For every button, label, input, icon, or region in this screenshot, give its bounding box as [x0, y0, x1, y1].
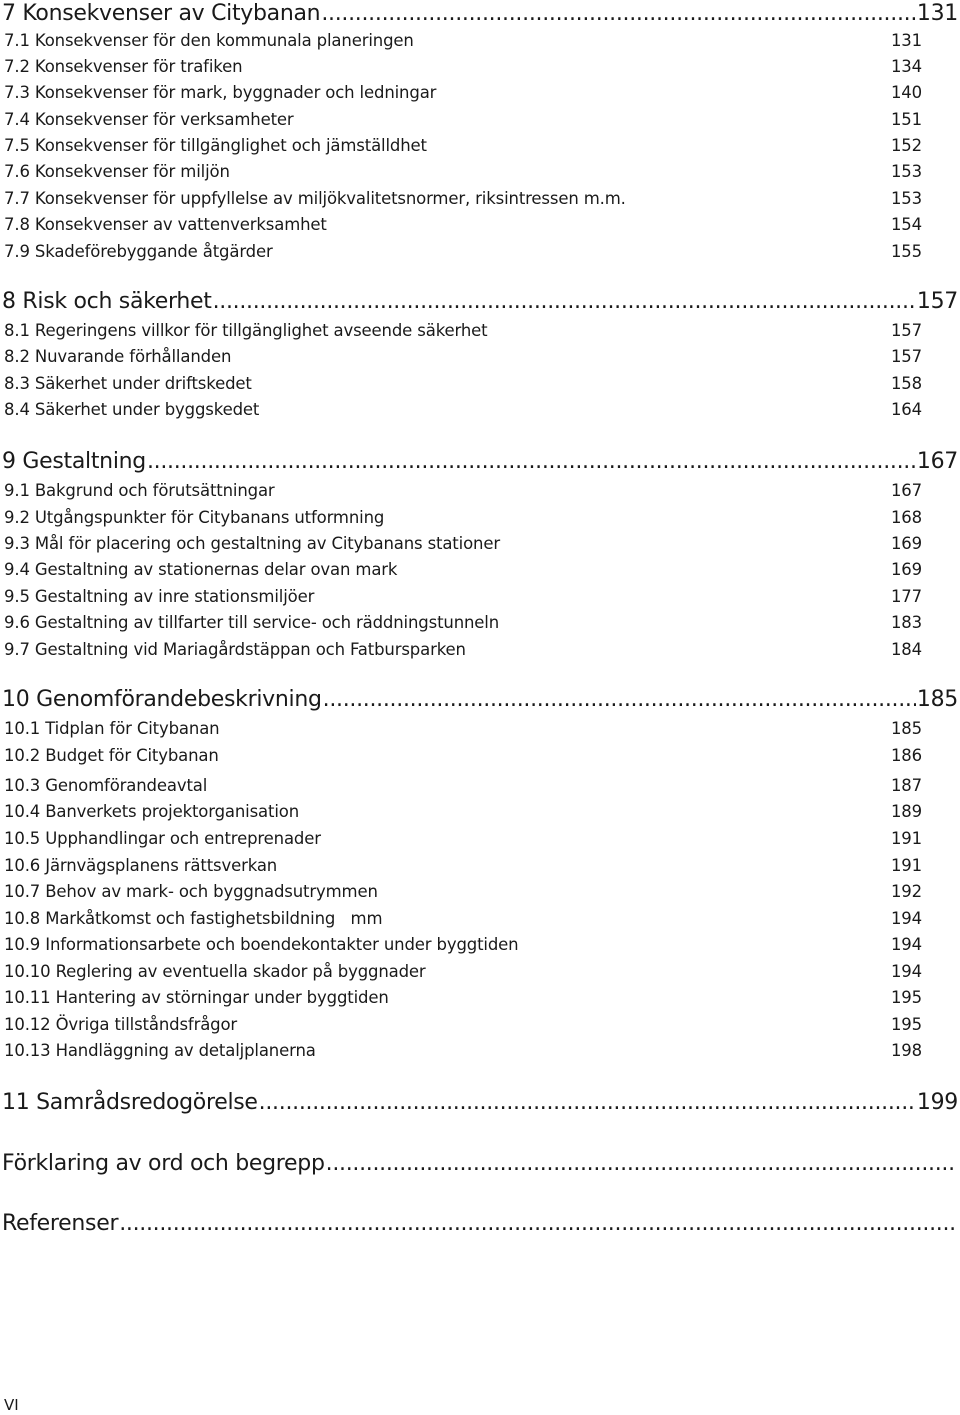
toc-item-page: 185: [890, 719, 922, 738]
toc-item-label: 10.4 Banverkets projektorganisation: [4, 802, 300, 821]
toc-item-page: 194: [890, 909, 922, 928]
toc-item-7-2[interactable]: [4, 56, 922, 78]
toc-item-page: 198: [890, 1041, 922, 1060]
toc-item-page: 131: [890, 31, 922, 50]
toc-item-label: 9.3 Mål för placering och gestaltning av Citybanans stationer: [4, 534, 500, 553]
toc-item-10-9[interactable]: [4, 934, 922, 956]
toc-item-page: 184: [890, 640, 922, 659]
toc-item-page: 169: [890, 534, 922, 553]
toc-item-label: 10.8 Markåtkomst och fastighetsbildning mm: [4, 909, 383, 928]
toc-item-page: 194: [890, 962, 922, 981]
toc-item-9-6[interactable]: [4, 612, 922, 634]
toc-item-10-1[interactable]: [4, 718, 922, 740]
toc-item-label: 10.5 Upphandlingar och entreprenader: [4, 829, 321, 848]
toc-item-page: 154: [890, 215, 922, 234]
toc-item-9-3[interactable]: [4, 533, 922, 555]
toc-item-7-9[interactable]: [4, 241, 922, 263]
toc-item-page: 152: [890, 136, 922, 155]
toc-item-page: 140: [890, 83, 922, 102]
toc-section-title: Referenser: [2, 1211, 119, 1236]
toc-item-label: 10.10 Reglering av eventuella skador på byggnader: [4, 962, 426, 981]
toc-item-10-8[interactable]: [4, 908, 922, 930]
toc-leader-dots: [259, 1088, 916, 1118]
toc-item-7-8[interactable]: [4, 214, 922, 236]
toc-item-8-1[interactable]: [4, 320, 922, 342]
toc-item-page: 134: [890, 57, 922, 76]
toc-leader-dots: [326, 1149, 957, 1179]
toc-item-label: 10.2 Budget för Citybanan: [4, 746, 219, 765]
toc-item-label: 9.1 Bakgrund och förutsättningar: [4, 481, 275, 500]
toc-item-9-1[interactable]: [4, 480, 922, 502]
toc-page-number: 167: [916, 449, 958, 474]
toc-item-label: 8.4 Säkerhet under byggskedet: [4, 400, 260, 419]
toc-item-8-2[interactable]: [4, 346, 922, 368]
toc-item-7-7[interactable]: [4, 188, 922, 210]
toc-item-page: 195: [890, 988, 922, 1007]
toc-item-9-5[interactable]: [4, 586, 922, 608]
toc-section-8[interactable]: [2, 287, 958, 317]
toc-item-label: 9.2 Utgångspunkter för Citybanans utformning: [4, 508, 385, 527]
toc-item-label: 8.2 Nuvarande förhållanden: [4, 347, 232, 366]
toc-item-10-10[interactable]: [4, 961, 922, 983]
toc-item-10-7[interactable]: [4, 881, 922, 903]
toc-item-label: 7.8 Konsekvenser av vattenverksamhet: [4, 215, 327, 234]
toc-item-page: 189: [890, 802, 922, 821]
toc-item-label: 9.7 Gestaltning vid Mariagårdstäppan och Fatbursparken: [4, 640, 466, 659]
toc-item-label: 9.4 Gestaltning av stationernas delar ovan mark: [4, 560, 398, 579]
toc-section-title: 9 Gestaltning: [2, 449, 146, 474]
toc-item-page: 194: [890, 935, 922, 954]
toc-item-label: 7.7 Konsekvenser för uppfyllelse av miljökvalitetsnormer, riksintressen m.m.: [4, 189, 626, 208]
toc-item-label: 7.4 Konsekvenser för verksamheter: [4, 110, 294, 129]
toc-item-page: 167: [890, 481, 922, 500]
toc-item-label: 7.9 Skadeförebyggande åtgärder: [4, 242, 273, 261]
toc-item-10-13[interactable]: [4, 1040, 922, 1062]
toc-item-label: 10.13 Handläggning av detaljplanerna: [4, 1041, 316, 1060]
toc-item-8-3[interactable]: [4, 373, 922, 395]
toc-item-page: 153: [890, 162, 922, 181]
toc-item-7-6[interactable]: [4, 161, 922, 183]
toc-page-number: 185: [916, 687, 958, 712]
toc-item-page: 169: [890, 560, 922, 579]
toc-item-label: 10.3 Genomförandeavtal: [4, 776, 208, 795]
toc-item-page: 191: [890, 856, 922, 875]
toc-item-label: 7.5 Konsekvenser för tillgänglighet och jämställdhet: [4, 136, 427, 155]
toc-references[interactable]: [2, 1209, 958, 1239]
toc-item-9-4[interactable]: [4, 559, 922, 581]
toc-item-label: 10.9 Informationsarbete och boendekontakter under byggtiden: [4, 935, 519, 954]
toc-item-9-2[interactable]: [4, 507, 922, 529]
toc-section-7[interactable]: [2, 0, 958, 29]
toc-item-10-11[interactable]: [4, 987, 922, 1009]
toc-item-page: 186: [890, 746, 922, 765]
toc-page-number: 157: [916, 289, 958, 314]
toc-item-page: 158: [890, 374, 922, 393]
toc-item-page: 177: [890, 587, 922, 606]
toc-item-page: 151: [890, 110, 922, 129]
toc-item-page: 157: [890, 347, 922, 366]
toc-item-7-4[interactable]: [4, 109, 922, 131]
toc-page-number: 131: [916, 1, 958, 26]
toc-leader-dots: [321, 0, 916, 29]
toc-item-page: 157: [890, 321, 922, 340]
toc-item-10-6[interactable]: [4, 855, 922, 877]
toc-item-page: 168: [890, 508, 922, 527]
toc-section-9[interactable]: [2, 447, 958, 477]
toc-item-8-4[interactable]: [4, 399, 922, 421]
toc-item-label: 8.3 Säkerhet under driftskedet: [4, 374, 252, 393]
toc-item-page: 183: [890, 613, 922, 632]
toc-item-page: 164: [890, 400, 922, 419]
toc-section-title: 8 Risk och säkerhet: [2, 289, 212, 314]
toc-glossary[interactable]: [2, 1149, 958, 1179]
toc-section-title: 11 Samrådsredogörelse: [2, 1090, 258, 1115]
toc-item-label: 7.2 Konsekvenser för trafiken: [4, 57, 243, 76]
toc-item-label: 9.5 Gestaltning av inre stationsmiljöer: [4, 587, 315, 606]
toc-leader-dots: [213, 287, 916, 317]
toc-item-label: 8.1 Regeringens villkor för tillgänglighet avseende säkerhet: [4, 321, 488, 340]
toc-item-page: 192: [890, 882, 922, 901]
toc-item-10-3[interactable]: [4, 775, 922, 797]
toc-item-label: 10.11 Hantering av störningar under byggtiden: [4, 988, 389, 1007]
toc-item-10-4[interactable]: [4, 801, 922, 823]
toc-item-label: 7.3 Konsekvenser för mark, byggnader och ledningar: [4, 83, 437, 102]
toc-item-7-3[interactable]: [4, 82, 922, 104]
toc-item-10-2[interactable]: [4, 745, 922, 767]
toc-item-9-7[interactable]: [4, 639, 922, 661]
toc-item-7-1[interactable]: [4, 30, 922, 52]
toc-item-10-12[interactable]: [4, 1014, 922, 1036]
toc-leader-dots: [147, 447, 916, 477]
toc-section-title: 10 Genomförandebeskrivning: [2, 687, 322, 712]
toc-item-label: 10.12 Övriga tillståndsfrågor: [4, 1015, 238, 1034]
toc-item-label: 7.6 Konsekvenser för miljön: [4, 162, 230, 181]
toc-item-page: 195: [890, 1015, 922, 1034]
toc-item-10-5[interactable]: [4, 828, 922, 850]
toc-item-page: 191: [890, 829, 922, 848]
toc-section-10[interactable]: [2, 685, 958, 715]
page-number-footer: VI: [4, 1396, 19, 1414]
toc-item-7-5[interactable]: [4, 135, 922, 157]
toc-item-label: 10.6 Järnvägsplanens rättsverkan: [4, 856, 278, 875]
toc-page-number: 199: [916, 1090, 958, 1115]
toc-section-11[interactable]: [2, 1088, 958, 1118]
toc-item-label: 10.1 Tidplan för Citybanan: [4, 719, 220, 738]
toc-section-title: 7 Konsekvenser av Citybanan: [2, 1, 321, 26]
toc-item-label: 9.6 Gestaltning av tillfarter till service- och räddningstunneln: [4, 613, 500, 632]
toc-item-label: 7.1 Konsekvenser för den kommunala planeringen: [4, 31, 414, 50]
toc-section-title: Förklaring av ord och begrepp: [2, 1151, 325, 1176]
toc-item-label: 10.7 Behov av mark- och byggnadsutrymmen: [4, 882, 378, 901]
toc-item-page: 187: [890, 776, 922, 795]
toc-leader-dots: [119, 1209, 957, 1239]
toc-item-page: 153: [890, 189, 922, 208]
toc-leader-dots: [323, 685, 916, 715]
toc-item-page: 155: [890, 242, 922, 261]
